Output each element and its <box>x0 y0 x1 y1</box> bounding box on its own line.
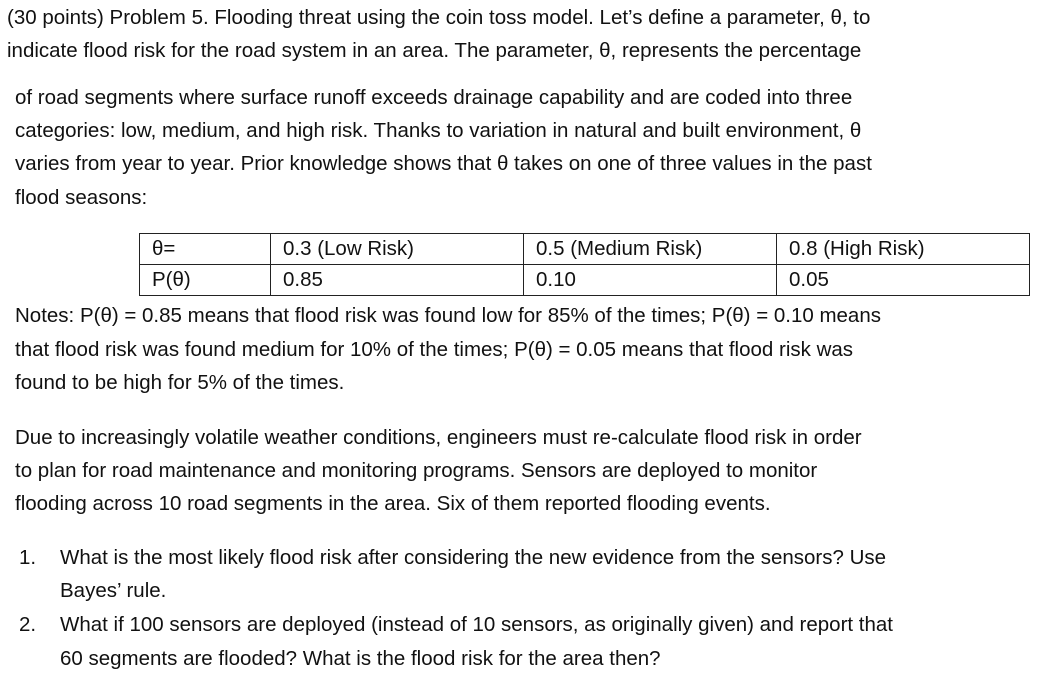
table-cell: 0.85 <box>271 265 524 296</box>
question-line-2: 60 segments are flooded? What is the flood risk for the area then? <box>60 647 661 670</box>
notes-line-1: Notes: P(θ) = 0.85 means that flood risk was found low for 85% of the times; P(θ) = 0.10 means <box>15 304 881 327</box>
intro-line-2: indicate flood risk for the road system in an area. The parameter, θ, represents the percentage <box>7 39 862 62</box>
table-cell: 0.3 (Low Risk) <box>271 234 524 265</box>
intro-line-3: of road segments where surface runoff exceeds drainage capability and are coded into three <box>15 86 853 109</box>
question-line-1: What if 100 sensors are deployed (instead of 10 sensors, as originally given) and report that <box>60 613 893 636</box>
question-line-1: What is the most likely flood risk after considering the new evidence from the sensors? Use <box>60 546 887 569</box>
question-number: 2. <box>19 613 37 636</box>
table-row-theta <box>140 234 1030 265</box>
context-line-1: Due to increasingly volatile weather conditions, engineers must re-calculate flood risk in order <box>15 426 862 449</box>
intro-line-1: (30 points) Problem 5. Flooding threat using the coin toss model. Let’s define a parameter, θ, to <box>7 6 871 29</box>
prior-probability-table <box>139 233 1030 296</box>
table-row-probability <box>140 265 1030 296</box>
intro-line-5: varies from year to year. Prior knowledge shows that θ takes on one of three values in the past <box>15 152 872 175</box>
table-header-cell: θ= <box>140 234 271 265</box>
table-cell: 0.10 <box>524 265 777 296</box>
table-cell: 0.05 <box>777 265 1030 296</box>
context-line-2: to plan for road maintenance and monitoring programs. Sensors are deployed to monitor <box>15 459 818 482</box>
table-cell: 0.5 (Medium Risk) <box>524 234 777 265</box>
notes-line-3: found to be high for 5% of the times. <box>15 371 345 394</box>
context-line-3: flooding across 10 road segments in the area. Six of them reported flooding events. <box>15 492 771 515</box>
question-number: 1. <box>19 546 37 569</box>
table-header-cell: P(θ) <box>140 265 271 296</box>
intro-line-4: categories: low, medium, and high risk. Thanks to variation in natural and built environment, θ <box>15 119 862 142</box>
question-line-2: Bayes’ rule. <box>60 579 167 602</box>
intro-line-6: flood seasons: <box>15 186 148 209</box>
notes-line-2: that flood risk was found medium for 10% of the times; P(θ) = 0.05 means that flood risk was <box>15 338 854 361</box>
table-cell: 0.8 (High Risk) <box>777 234 1030 265</box>
